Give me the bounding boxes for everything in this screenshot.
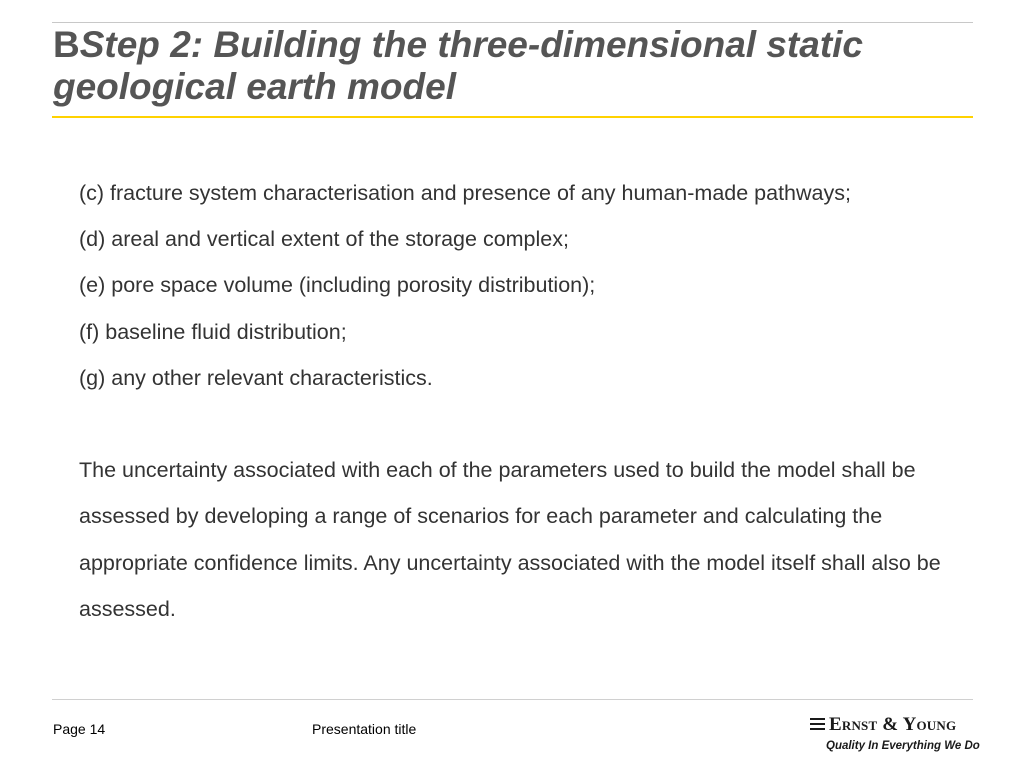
ernst-young-bars-icon (810, 718, 825, 732)
slide-title (53, 24, 973, 108)
list-item-e: (e) pore space volume (including porosity distribution); (79, 273, 596, 298)
presentation-title: Presentation title (312, 721, 417, 737)
logo-wordmark: Ernst & Young (829, 714, 957, 735)
title-text: Step 2: Building the three-dimensional static geological earth model (53, 24, 864, 107)
paragraph-spacer (79, 401, 959, 447)
logo-tagline: Quality In Everything We Do (826, 740, 980, 752)
page-number: Page 14 (53, 721, 106, 737)
top-divider (52, 22, 973, 23)
uncertainty-paragraph: The uncertainty associated with each of the parameters used to build the model shall be assessed by developing a range of scenarios for each parameter and calculating the appropriate confidence limits. Any uncertainty associated with the model itself shall also be assessed. (79, 458, 941, 621)
footer-divider (52, 699, 973, 700)
list-item-g: (g) any other relevant characteristics. (79, 365, 433, 390)
ernst-young-logo (808, 714, 978, 756)
list-item-d: (d) areal and vertical extent of the storage complex; (79, 227, 569, 252)
title-prefix: B (53, 24, 80, 65)
title-accent-divider (52, 116, 973, 118)
list-item-f: (f) baseline fluid distribution; (79, 319, 347, 344)
list-item-c: (c) fracture system characterisation and presence of any human-made pathways; (79, 181, 851, 205)
slide-body (79, 170, 959, 632)
